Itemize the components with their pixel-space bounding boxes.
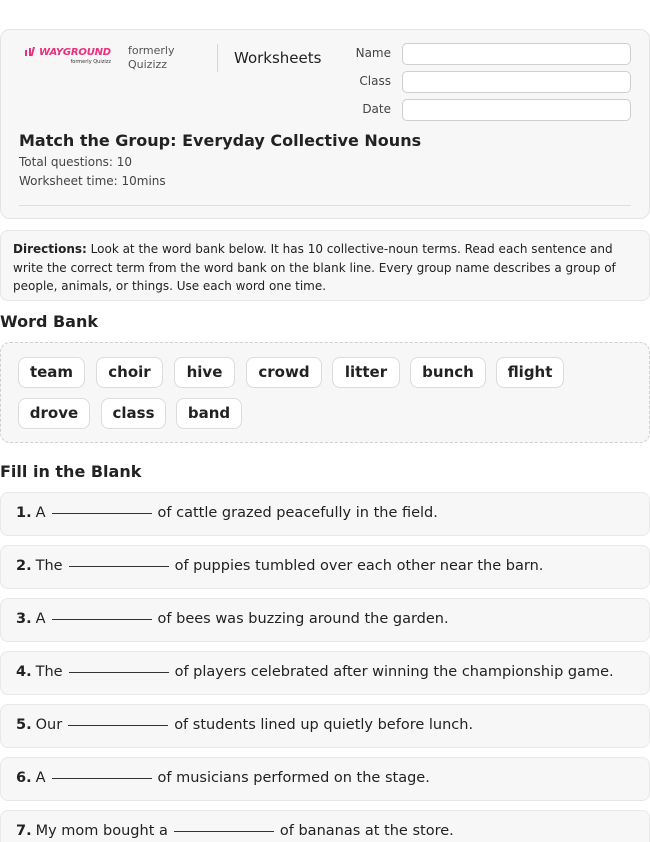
- header-divider: [217, 44, 218, 72]
- word-chip-crowd: crowd: [246, 357, 322, 388]
- question-1: [0, 492, 650, 536]
- question-number: 2.: [16, 558, 32, 574]
- date-field-row: [341, 99, 633, 121]
- logo-mark-icon: [25, 47, 39, 56]
- sentence-end: of musicians performed on the stage.: [157, 770, 430, 786]
- question-4: [0, 651, 650, 695]
- answer-blank[interactable]: [52, 513, 152, 514]
- question-number: 5.: [16, 717, 32, 733]
- name-label: Name: [355, 46, 391, 60]
- answer-blank[interactable]: [52, 619, 152, 620]
- sentence-start: My mom bought a: [35, 823, 168, 839]
- logo-subtext: formerly Quizizz: [70, 59, 111, 65]
- word-chip-choir: choir: [96, 357, 163, 388]
- question-2: [0, 545, 650, 589]
- answer-blank[interactable]: [52, 778, 152, 779]
- question-1-text: [16, 505, 438, 521]
- fill-blank-heading: Fill in the Blank: [0, 462, 142, 481]
- question-3: [0, 598, 650, 642]
- class-field[interactable]: [402, 71, 631, 93]
- word-chip-band: band: [176, 398, 242, 429]
- answer-blank[interactable]: [69, 566, 169, 567]
- question-2-text: [16, 558, 543, 574]
- question-6: [0, 757, 650, 801]
- formerly-note: [128, 44, 175, 72]
- worksheets-label: Worksheets: [234, 49, 322, 67]
- logo-wordmark: WAYGROUND: [25, 47, 113, 58]
- question-5-text: [16, 717, 473, 733]
- name-field[interactable]: [402, 43, 631, 65]
- word-chip-class: class: [101, 398, 166, 429]
- word-bank-heading: Word Bank: [0, 312, 99, 331]
- total-questions: Total questions: 10: [19, 155, 133, 169]
- sentence-end: of cattle grazed peacefully in the field.: [157, 505, 438, 521]
- directions-text: Look at the word bank below. It has 10 collective-noun terms. Read each sentence and write the correct term from the word bank on the blank line. Every group name describes a group of people, animals, or things. Use each word one time.: [13, 242, 616, 293]
- directions-label: Directions:: [13, 242, 87, 256]
- sentence-start: The: [35, 664, 63, 680]
- class-field-row: [341, 71, 633, 93]
- question-4-text: [16, 664, 614, 680]
- answer-blank[interactable]: [174, 831, 274, 832]
- question-7: [0, 810, 650, 842]
- question-number: 7.: [16, 823, 32, 839]
- answer-blank[interactable]: [68, 725, 168, 726]
- question-6-text: [16, 770, 430, 786]
- question-number: 1.: [16, 505, 32, 521]
- formerly-line1: formerly: [128, 44, 175, 57]
- sentence-start: A: [35, 505, 46, 521]
- word-chip-flight: flight: [496, 357, 564, 388]
- sentence-start: A: [35, 770, 46, 786]
- word-bank: [0, 342, 650, 443]
- class-label: Class: [359, 74, 391, 88]
- worksheet-header: [0, 29, 650, 219]
- sentence-end: of players celebrated after winning the championship game.: [174, 664, 614, 680]
- question-5: [0, 704, 650, 748]
- question-number: 4.: [16, 664, 32, 680]
- question-number: 3.: [16, 611, 32, 627]
- question-number: 6.: [16, 770, 32, 786]
- name-field-row: [341, 43, 633, 65]
- word-chip-litter: litter: [332, 357, 400, 388]
- answer-blank[interactable]: [69, 672, 169, 673]
- sentence-start: The: [35, 558, 63, 574]
- sentence-start: Our: [35, 717, 63, 733]
- directions-box: [0, 230, 650, 301]
- sentence-end: of students lined up quietly before lunch.: [174, 717, 474, 733]
- word-chip-drove: drove: [18, 398, 90, 429]
- header-rule: [19, 205, 631, 206]
- date-label: Date: [362, 102, 391, 116]
- sentence-end: of bananas at the store.: [279, 823, 454, 839]
- question-3-text: [16, 611, 449, 627]
- word-chip-team: team: [18, 357, 85, 388]
- wayground-logo: [25, 47, 113, 65]
- word-chip-bunch: bunch: [410, 357, 486, 388]
- date-field[interactable]: [402, 99, 631, 121]
- formerly-line2: Quizizz: [128, 58, 168, 71]
- sentence-start: A: [35, 611, 46, 627]
- sentence-end: of bees was buzzing around the garden.: [157, 611, 449, 627]
- question-7-text: [16, 823, 454, 839]
- worksheet-title: Match the Group: Everyday Collective Nouns: [19, 131, 422, 150]
- word-chip-hive: hive: [174, 357, 235, 388]
- sentence-end: of puppies tumbled over each other near the barn.: [174, 558, 544, 574]
- worksheet-time: Worksheet time: 10mins: [19, 174, 166, 188]
